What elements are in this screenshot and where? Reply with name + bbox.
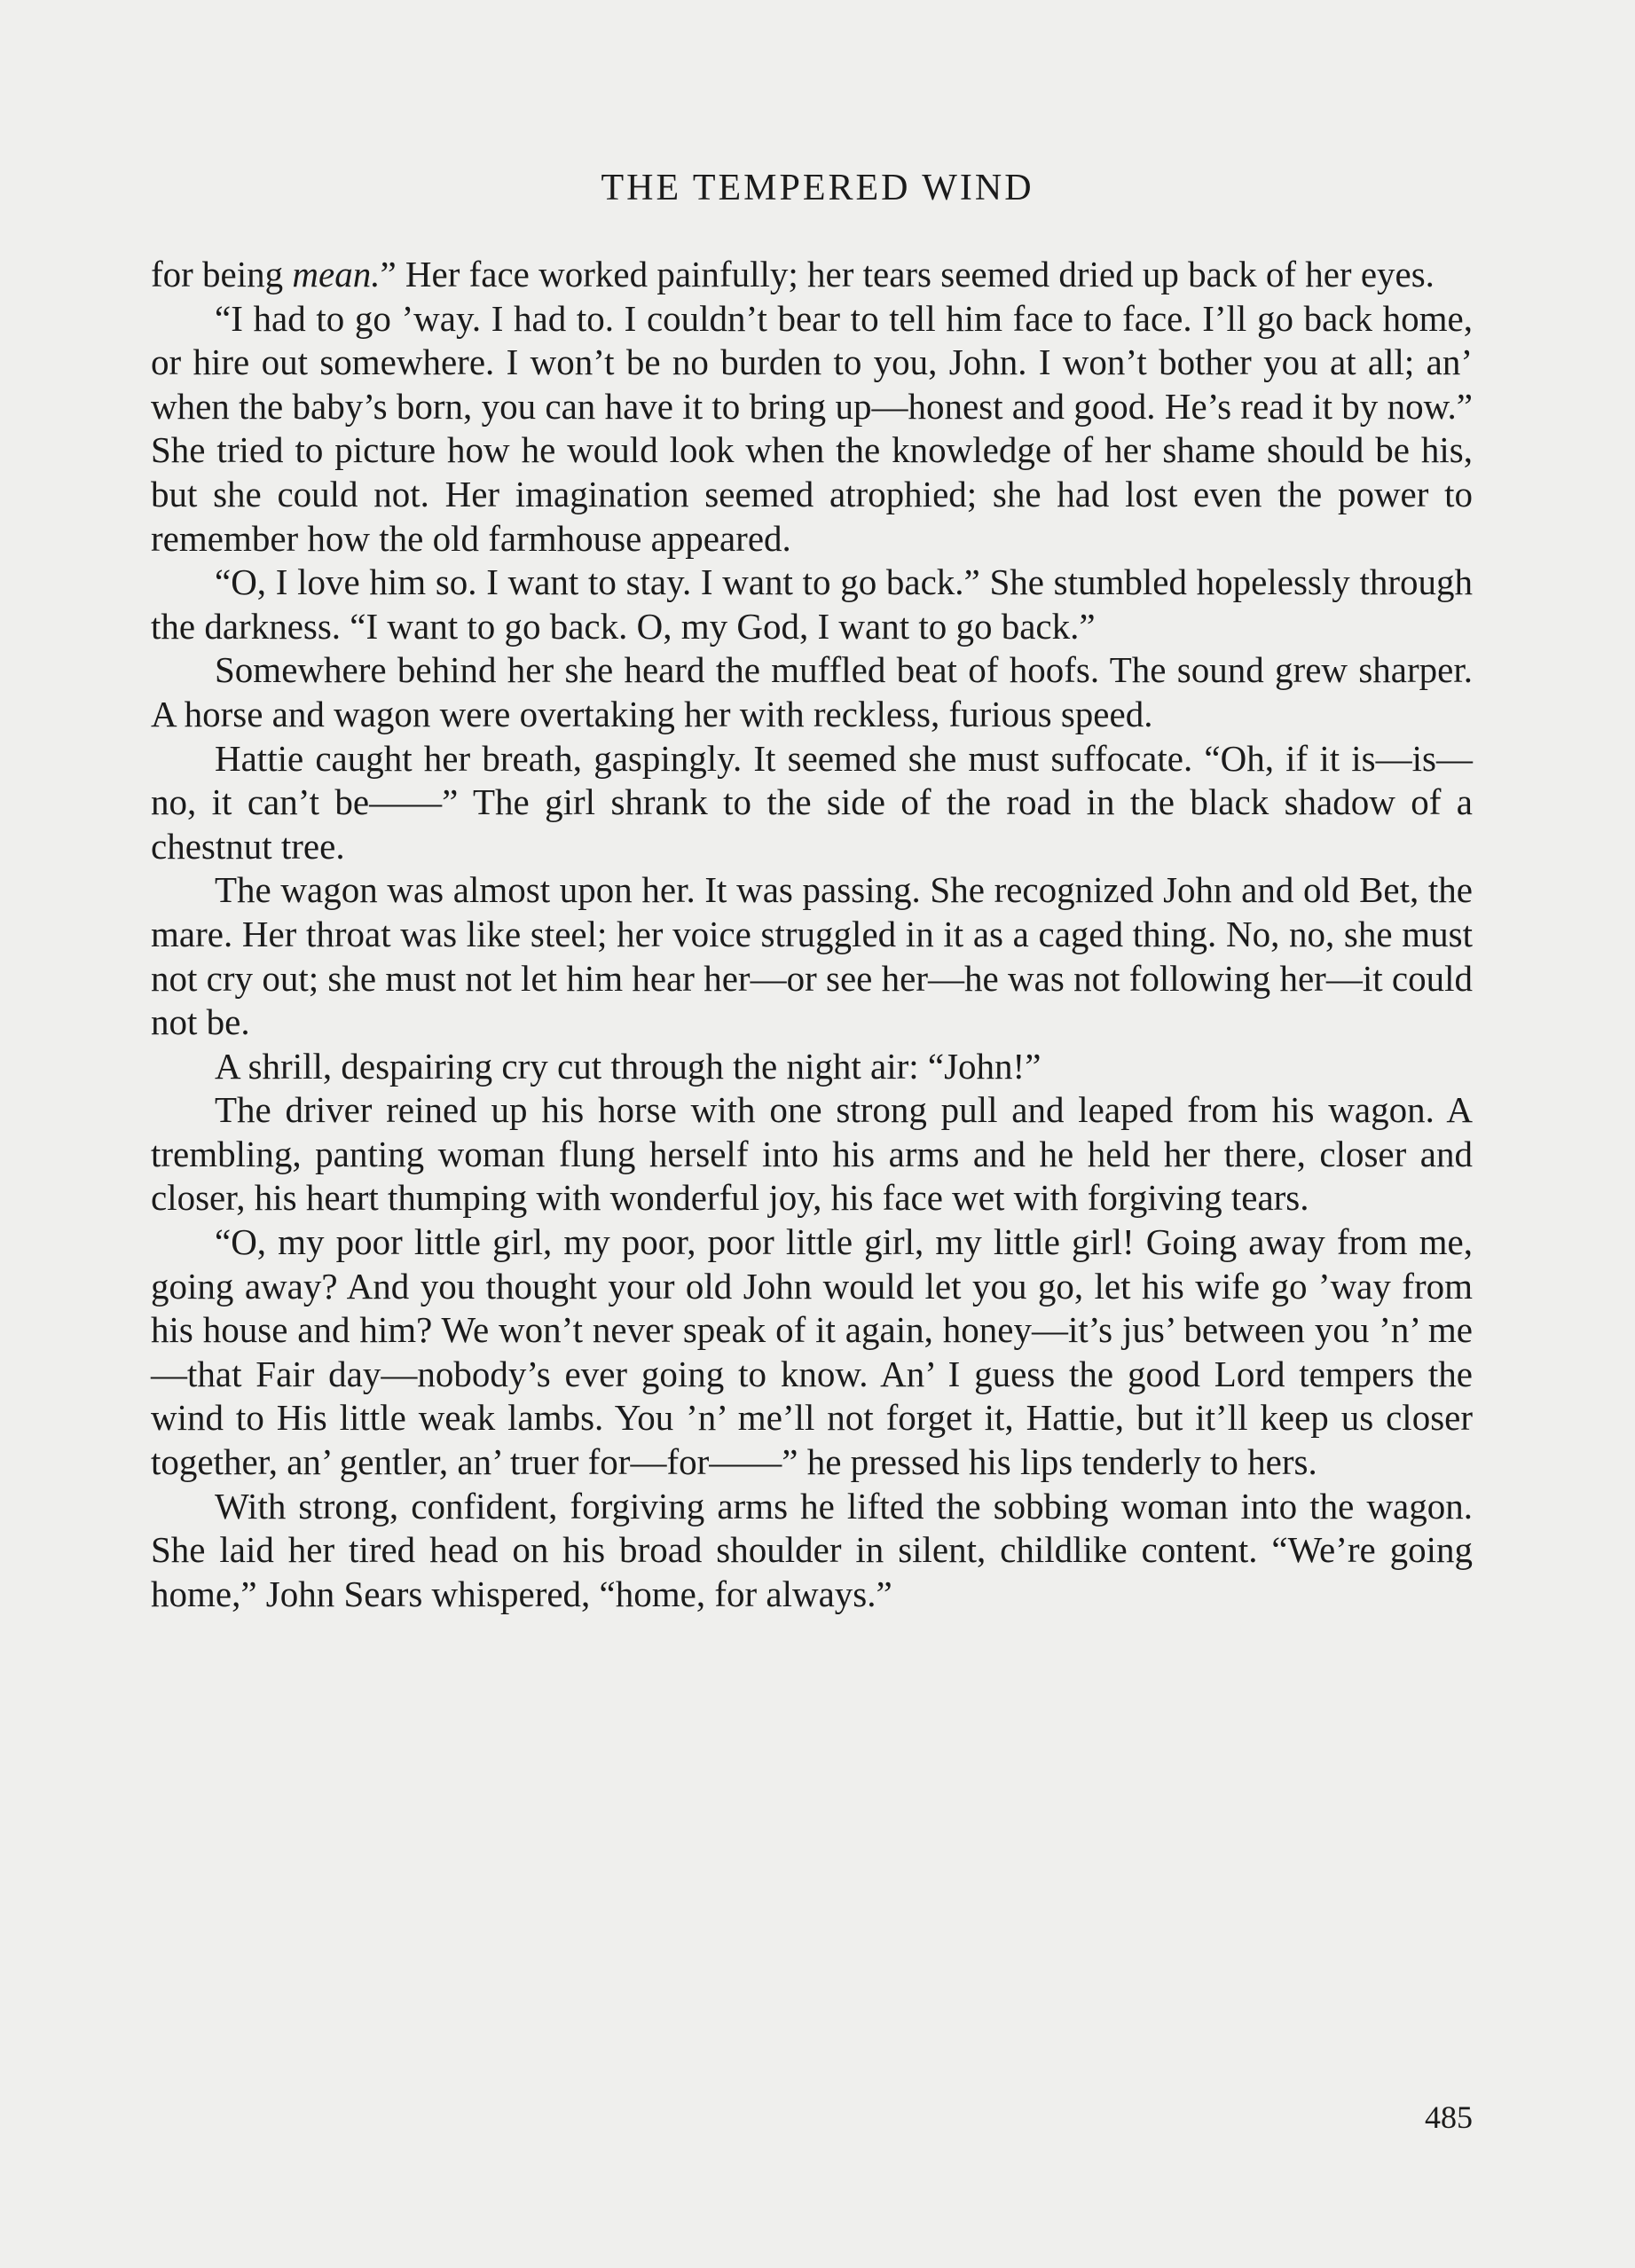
paragraph-1	[151, 253, 1473, 297]
paragraph-5: Hattie caught her breath, gaspingly. It seemed she must suffocate. “Oh, if it is—is—no, it can’t be——” The girl shrank to the side of the road in the black shadow of a chestnut tree.	[151, 737, 1473, 867]
paragraph-2: “I had to go ’way. I had to. I couldn’t bear to tell him face to face. I’ll go back home, or hire out somewhere. I won’t be no burden to you, John. I won’t bother you at all; an’ when the baby’s born, you can have it to bring up—honest and good. He’s read it by now.” She tried to picture how he would look when the knowledge of her shame should be his, but she could not. Her imagination seemed atrophied; she had lost even the power to remember how the old farmhouse appeared.	[151, 297, 1473, 559]
paragraph-3: “O, I love him so. I want to stay. I want to go back.” She stumbled hopelessly through the darkness. “I want to go back. O, my God, I want to go back.”	[151, 561, 1473, 647]
paragraph-10: With strong, confident, forgiving arms he lifted the sobbing woman into the wagon. She laid her tired head on his broad shoulder in silent, childlike content. “We’re going home,” John Sears whispered, “home, for always.”	[151, 1485, 1473, 1614]
paragraph-8: The driver reined up his horse with one strong pull and leaped from his wagon. A trembling, panting woman flung herself into his arms and he held her there, closer and closer, his heart thumping with wonderful joy, his face wet with forgiving tears.	[151, 1089, 1473, 1219]
running-head: THE TEMPERED WIND	[601, 168, 1034, 208]
page-number: 485	[1425, 2099, 1473, 2135]
paragraph-6: The wagon was almost upon her. It was passing. She recognized John and old Bet, the mare. Her throat was like steel; her voice struggled in it as a caged thing. No, no, she must not cry out; she must not let him hear her—or see her—he was not following her—it could not be.	[151, 869, 1473, 1043]
paragraph-1-start: for being	[151, 254, 293, 294]
body-text	[151, 253, 1473, 1616]
emphasis-mean: mean.	[292, 254, 381, 294]
paragraph-4: Somewhere behind her she heard the muffled beat of hoofs. The sound grew sharper. A horse and wagon were overtaking her with reckless, furious speed.	[151, 649, 1473, 734]
paragraph-7: A shrill, despairing cry cut through the night air: “John!”	[215, 1045, 1042, 1087]
paragraph-1-rest: ” Her face worked painfully; her tears seemed dried up back of her eyes.	[380, 254, 1435, 294]
paragraph-9: “O, my poor little girl, my poor, poor little girl, my little girl! Going away from me, going away? And you thought your old John would let you go, let his wife go ’way from his house and him? We won’t never speak of it again, honey—it’s jus’ between you ’n’ me—that Fair day—nobody’s ever going to know. An’ I guess the good Lord tempers the wind to His little weak lambs. You ’n’ me’ll not forget it, Hattie, but it’ll keep us closer together, an’ gentler, an’ truer for—for——” he pressed his lips tenderly to hers.	[151, 1221, 1473, 1483]
